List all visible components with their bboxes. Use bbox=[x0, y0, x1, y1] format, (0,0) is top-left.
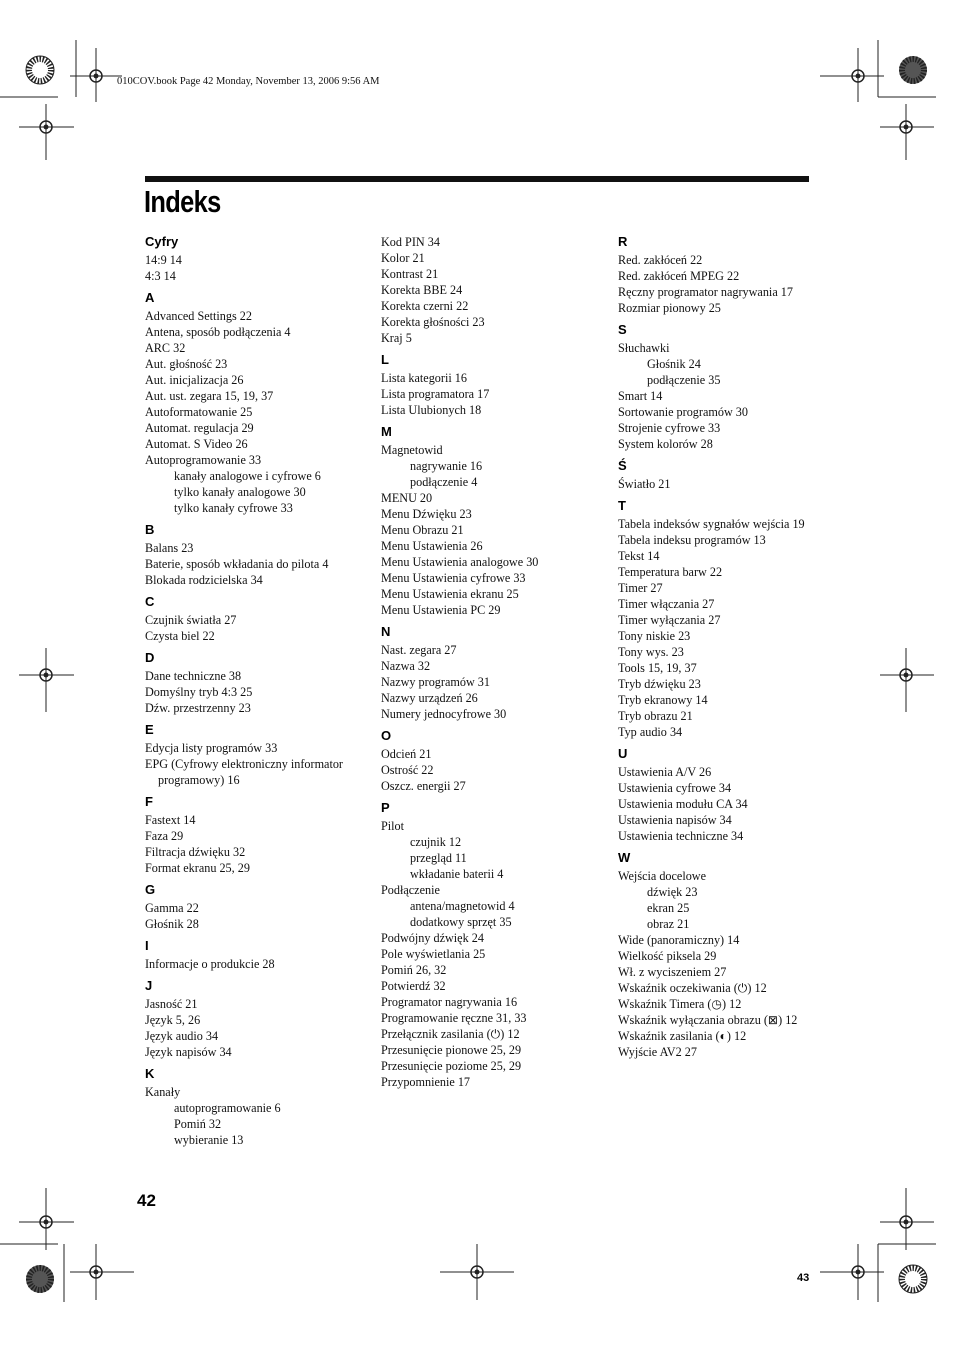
index-section bbox=[618, 498, 818, 740]
section-letter: U bbox=[618, 746, 628, 761]
index-subentry: obraz 21 bbox=[647, 917, 690, 931]
index-entry: Język napisów 34 bbox=[145, 1045, 232, 1059]
index-entry: Typ audio 34 bbox=[618, 725, 683, 739]
index-subentry: autoprogramowanie 6 bbox=[174, 1101, 281, 1115]
index-entry: Wskaźnik oczekiwania (⏻) 12 bbox=[618, 981, 767, 995]
index-entry: Programowanie ręczne 31, 33 bbox=[381, 1011, 527, 1025]
index-entry: 14:9 14 bbox=[145, 253, 182, 267]
section-letter: W bbox=[618, 850, 631, 865]
index-entry: Oszcz. energii 27 bbox=[381, 779, 466, 793]
index-entry: Menu Ustawienia PC 29 bbox=[381, 603, 501, 617]
page-title: Indeks bbox=[144, 184, 221, 219]
section-letter: O bbox=[381, 728, 392, 743]
index-entry: Nast. zegara 27 bbox=[381, 643, 457, 657]
index-entry: Głośnik 28 bbox=[145, 917, 199, 931]
title-rule bbox=[145, 176, 809, 182]
index-entry: Ustawienia cyfrowe 34 bbox=[618, 781, 732, 795]
registration-starburst-top-right bbox=[899, 56, 927, 84]
section-letter: I bbox=[145, 938, 149, 953]
index-entry: Światło 21 bbox=[618, 477, 671, 491]
index-subentry: wkładanie baterii 4 bbox=[410, 867, 504, 881]
index-subentry: antena/magnetowid 4 bbox=[410, 899, 515, 913]
index-entry: Aut. głośność 23 bbox=[145, 357, 228, 371]
index-entry: Automat. regulacja 29 bbox=[145, 421, 254, 435]
index-section bbox=[381, 728, 606, 794]
index-entry: Blokada rodzicielska 34 bbox=[145, 573, 263, 587]
section-letter: M bbox=[381, 424, 392, 439]
index-entry: Odcień 21 bbox=[381, 747, 432, 761]
index-entry: Autoformatowanie 25 bbox=[145, 405, 253, 419]
section-letter: N bbox=[381, 624, 391, 639]
index-entry: Menu Dźwięku 23 bbox=[381, 507, 472, 521]
index-section bbox=[145, 794, 370, 876]
index-entry: Magnetowid bbox=[381, 443, 443, 457]
index-entry: Korekta czerni 22 bbox=[381, 299, 469, 313]
index-entry: Timer wyłączania 27 bbox=[618, 613, 721, 627]
index-section bbox=[618, 850, 818, 1060]
index-entry: 4:3 14 bbox=[145, 269, 176, 283]
index-entry: Korekta BBE 24 bbox=[381, 283, 463, 297]
index-entry: Format ekranu 25, 29 bbox=[145, 861, 250, 875]
registration-starburst-bottom-left bbox=[26, 1265, 54, 1293]
index-section bbox=[381, 234, 606, 346]
section-letter: S bbox=[618, 322, 627, 337]
index-subentry: nagrywanie 16 bbox=[410, 459, 483, 473]
index-section bbox=[145, 938, 370, 972]
section-letter: L bbox=[381, 352, 389, 367]
section-letter: B bbox=[145, 522, 155, 537]
index-column-1 bbox=[145, 234, 370, 1148]
index-entry: Język audio 34 bbox=[145, 1029, 219, 1043]
index-entry: MENU 20 bbox=[381, 491, 433, 505]
index-section bbox=[145, 1066, 370, 1148]
section-letter: D bbox=[145, 650, 155, 665]
index-entry: Pilot bbox=[381, 819, 405, 833]
index-entry: ARC 32 bbox=[145, 341, 186, 355]
index-section bbox=[145, 722, 370, 788]
index-entry: Lista Ulubionych 18 bbox=[381, 403, 482, 417]
index-entry: Korekta głośności 23 bbox=[381, 315, 485, 329]
section-letter: A bbox=[145, 290, 155, 305]
index-entry: EPG (Cyfrowy elektroniczny informator programowy) 16 bbox=[145, 757, 343, 787]
index-entry: Faza 29 bbox=[145, 829, 184, 843]
index-entry: Kod PIN 34 bbox=[381, 235, 440, 249]
section-letter: E bbox=[145, 722, 154, 737]
index-section bbox=[618, 322, 818, 452]
index-entry: Jasność 21 bbox=[145, 997, 198, 1011]
index-entry: Baterie, sposób wkładania do pilota 4 bbox=[145, 557, 329, 571]
index-subentry: Głośnik 24 bbox=[647, 357, 701, 371]
index-section bbox=[618, 458, 818, 492]
index-entry: Potwierdź 32 bbox=[381, 979, 446, 993]
index-entry: Aut. inicjalizacja 26 bbox=[145, 373, 244, 387]
index-entry: Autoprogramowanie 33 bbox=[145, 453, 262, 467]
index-entry: Fastext 14 bbox=[145, 813, 196, 827]
index-entry: Tekst 14 bbox=[618, 549, 660, 563]
index-section bbox=[618, 746, 818, 844]
index-entry: Przypomnienie 17 bbox=[381, 1075, 471, 1089]
registration-starburst-bottom-right bbox=[899, 1265, 927, 1293]
index-entry: Tryb obrazu 21 bbox=[618, 709, 693, 723]
index-entry: Strojenie cyfrowe 33 bbox=[618, 421, 721, 435]
index-subentry: tylko kanały analogowe 30 bbox=[174, 485, 306, 499]
index-entry: Przesunięcie poziome 25, 29 bbox=[381, 1059, 522, 1073]
section-letter: Ś bbox=[618, 458, 627, 473]
index-entry: Wielkość piksela 29 bbox=[618, 949, 717, 963]
index-column-2 bbox=[381, 234, 606, 1090]
index-subentry: podłączenie 4 bbox=[410, 475, 478, 489]
index-entry: Gamma 22 bbox=[145, 901, 199, 915]
index-entry: Numery jednocyfrowe 30 bbox=[381, 707, 507, 721]
index-section bbox=[618, 234, 818, 316]
index-entry: Edycja listy programów 33 bbox=[145, 741, 278, 755]
index-entry: Wł. z wyciszeniem 27 bbox=[618, 965, 727, 979]
index-subentry: Pomiń 32 bbox=[174, 1117, 222, 1131]
index-subentry: czujnik 12 bbox=[410, 835, 462, 849]
index-entry: Język 5, 26 bbox=[145, 1013, 201, 1027]
index-entry: System kolorów 28 bbox=[618, 437, 713, 451]
index-subentry: ekran 25 bbox=[647, 901, 690, 915]
index-entry: Ustawienia napisów 34 bbox=[618, 813, 732, 827]
index-entry: Advanced Settings 22 bbox=[145, 309, 252, 323]
index-entry: Lista programatora 17 bbox=[381, 387, 490, 401]
index-entry: Domyślny tryb 4:3 25 bbox=[145, 685, 253, 699]
index-section bbox=[381, 424, 606, 618]
section-letter: T bbox=[618, 498, 626, 513]
index-entry: Menu Ustawienia cyfrowe 33 bbox=[381, 571, 526, 585]
index-entry: Kraj 5 bbox=[381, 331, 412, 345]
index-entry: Czysta biel 22 bbox=[145, 629, 215, 643]
index-entry: Ustawienia techniczne 34 bbox=[618, 829, 744, 843]
index-entry: Antena, sposób podłączenia 4 bbox=[145, 325, 291, 339]
page-number-right: 43 bbox=[797, 1272, 810, 1284]
index-entry: Dane techniczne 38 bbox=[145, 669, 242, 683]
index-column-3 bbox=[618, 234, 818, 1060]
index-entry: Przełącznik zasilania (⏻) 12 bbox=[381, 1027, 520, 1041]
index-section bbox=[145, 522, 370, 588]
index-section bbox=[145, 882, 370, 932]
index-subentry: kanały analogowe i cyfrowe 6 bbox=[174, 469, 321, 483]
index-entry: Menu Ustawienia analogowe 30 bbox=[381, 555, 539, 569]
index-section bbox=[381, 800, 606, 1090]
index-entry: Nazwy programów 31 bbox=[381, 675, 490, 689]
index-entry: Wskaźnik wyłączania obrazu (⊠) 12 bbox=[618, 1013, 798, 1027]
index-entry: Przesunięcie pionowe 25, 29 bbox=[381, 1043, 522, 1057]
index-entry: Kontrast 21 bbox=[381, 267, 439, 281]
index-entry: Wskaźnik Timera (◷) 12 bbox=[618, 997, 742, 1011]
section-letter: J bbox=[145, 978, 153, 993]
section-letter: P bbox=[381, 800, 390, 815]
page-number-left: 42 bbox=[137, 1191, 156, 1210]
index-entry: Tabela indeksu programów 13 bbox=[618, 533, 766, 547]
index-entry: Sortowanie programów 30 bbox=[618, 405, 748, 419]
index-entry: Tryb ekranowy 14 bbox=[618, 693, 708, 707]
index-section bbox=[145, 234, 370, 284]
index-entry: Red. zakłóceń MPEG 22 bbox=[618, 269, 740, 283]
print-header: 010COV.book Page 42 Monday, November 13, 2006 9:56 AM bbox=[117, 76, 380, 87]
index-entry: Nazwa 32 bbox=[381, 659, 431, 673]
index-entry: Aut. ust. zegara 15, 19, 37 bbox=[145, 389, 274, 403]
index-entry: Słuchawki bbox=[618, 341, 670, 355]
section-letter: C bbox=[145, 594, 155, 609]
index-section bbox=[381, 352, 606, 418]
index-entry: Ostrość 22 bbox=[381, 763, 434, 777]
index-entry: Pomiń 26, 32 bbox=[381, 963, 447, 977]
section-letter: R bbox=[618, 234, 628, 249]
section-letter: Cyfry bbox=[145, 234, 179, 249]
index-entry: Tryb dźwięku 23 bbox=[618, 677, 701, 691]
index-subentry: przegląd 11 bbox=[410, 851, 467, 865]
index-entry: Temperatura barw 22 bbox=[618, 565, 723, 579]
registration-starburst-top-left bbox=[26, 56, 54, 84]
index-section bbox=[145, 650, 370, 716]
index-entry: Tony wys. 23 bbox=[618, 645, 684, 659]
index-subentry: wybieranie 13 bbox=[174, 1133, 244, 1147]
index-entry: Menu Ustawienia ekranu 25 bbox=[381, 587, 519, 601]
index-entry: Wejścia docelowe bbox=[618, 869, 707, 883]
index-entry: Filtracja dźwięku 32 bbox=[145, 845, 246, 859]
index-entry: Podwójny dźwięk 24 bbox=[381, 931, 484, 945]
index-entry: Pole wyświetlania 25 bbox=[381, 947, 486, 961]
index-section bbox=[381, 624, 606, 722]
index-entry: Kanały bbox=[145, 1085, 181, 1099]
index-entry: Kolor 21 bbox=[381, 251, 425, 265]
index-entry: Informacje o produkcie 28 bbox=[145, 957, 275, 971]
index-section bbox=[145, 978, 370, 1060]
index-entry: Ustawienia modułu CA 34 bbox=[618, 797, 748, 811]
index-subentry: dodatkowy sprzęt 35 bbox=[410, 915, 512, 929]
index-entry: Lista kategorii 16 bbox=[381, 371, 467, 385]
section-letter: G bbox=[145, 882, 156, 897]
index-entry: Ręczny programator nagrywania 17 bbox=[618, 285, 793, 299]
index-entry: Balans 23 bbox=[145, 541, 194, 555]
index-subentry: dźwięk 23 bbox=[647, 885, 698, 899]
index-entry: Timer włączania 27 bbox=[618, 597, 715, 611]
index-subentry: tylko kanały cyfrowe 33 bbox=[174, 501, 293, 515]
index-entry: Tabela indeksów sygnałów wejścia 19 bbox=[618, 517, 805, 531]
index-entry: Tools 15, 19, 37 bbox=[618, 661, 697, 675]
index-entry: Automat. S Video 26 bbox=[145, 437, 248, 451]
index-entry: Programator nagrywania 16 bbox=[381, 995, 518, 1009]
index-entry: Red. zakłóceń 22 bbox=[618, 253, 703, 267]
index-entry: Menu Obrazu 21 bbox=[381, 523, 464, 537]
index-entry: Nazwy urządzeń 26 bbox=[381, 691, 478, 705]
index-entry: Wskaźnik zasilania (◐) 12 bbox=[618, 1029, 747, 1043]
index-entry: Rozmiar pionowy 25 bbox=[618, 301, 721, 315]
index-entry: Tony niskie 23 bbox=[618, 629, 691, 643]
index-entry: Wide (panoramiczny) 14 bbox=[618, 933, 740, 947]
index-entry: Czujnik światła 27 bbox=[145, 613, 237, 627]
index-subentry: podłączenie 35 bbox=[647, 373, 721, 387]
section-letter: K bbox=[145, 1066, 155, 1081]
index-entry: Menu Ustawienia 26 bbox=[381, 539, 483, 553]
index-entry: Podłączenie bbox=[381, 883, 440, 897]
index-entry: Timer 27 bbox=[618, 581, 663, 595]
index-entry: Ustawienia A/V 26 bbox=[618, 765, 712, 779]
section-letter: F bbox=[145, 794, 153, 809]
index-section bbox=[145, 290, 370, 516]
index-entry: Dźw. przestrzenny 23 bbox=[145, 701, 251, 715]
index-entry: Wyjście AV2 27 bbox=[618, 1045, 697, 1059]
index-entry: Smart 14 bbox=[618, 389, 663, 403]
index-section bbox=[145, 594, 370, 644]
